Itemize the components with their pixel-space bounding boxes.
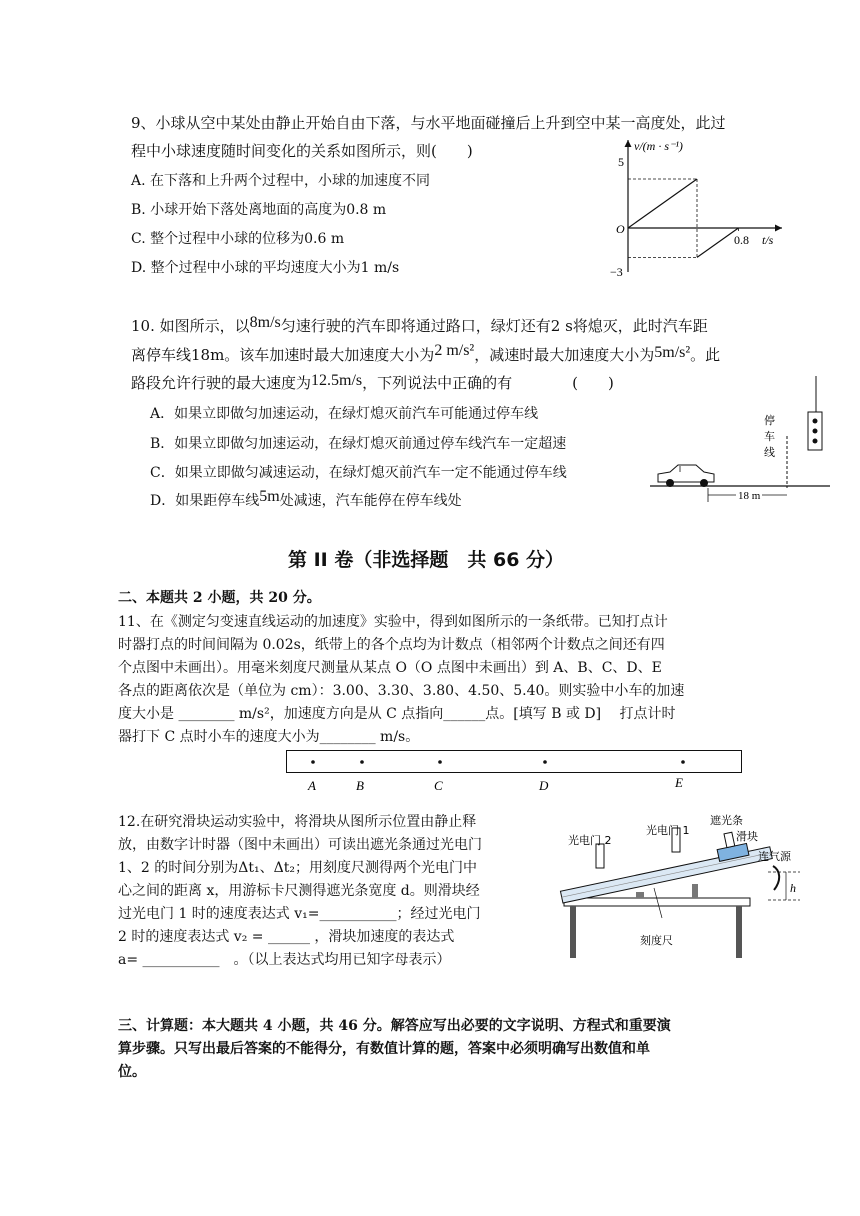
section-2-heading: 二、本题共 2 小题，共 20 分。 [118, 590, 321, 606]
paper-tape-figure [286, 750, 746, 798]
photogate-2-icon [596, 844, 604, 868]
q10-line-1 [131, 314, 708, 336]
car-icon [658, 465, 714, 487]
v-bottom-label: −3 [610, 265, 623, 279]
q12-line-2: 放，由数字计时器（图中未画出）可读出遮光条通过光电门 [118, 837, 482, 853]
q10-option-c: C．如果立即做匀减速运动，在绿灯熄灭前汽车一定不能通过停车线 [150, 465, 567, 481]
v-axis-label: v/(m · s⁻¹) [634, 139, 683, 153]
velocity-time-graph [600, 130, 800, 280]
tape-label-a: A [308, 778, 316, 793]
q11-line-6: 器打下 C 点时小车的速度大小为________ m/s。 [118, 729, 420, 745]
q12-line-1: 12.在研究滑块运动实验中，将滑块从图所示位置由静止释 [118, 814, 477, 830]
tape-label-c: C [434, 778, 443, 793]
q12-line-5: 过光电门 1 时的速度表达式 v₁=___________；经过光电门 [118, 906, 481, 922]
tape-label-d: D [539, 778, 549, 793]
velocity-segment-1 [628, 179, 697, 228]
q10-option-d [150, 488, 462, 510]
tape-label-b: B [356, 778, 364, 793]
support-left [636, 892, 644, 898]
q10-option-d-b: 处减速，汽车能停在停车线处 [279, 493, 462, 509]
tape-dot-c [438, 760, 442, 764]
q10-line-1-b: 匀速行驶的汽车即将通过路口，绿灯还有2 s将熄灭，此时汽车距 [280, 317, 708, 335]
section-3-line-1: 三、计算题：本大题共 4 小题，共 46 分。解答应写出必要的文字说明、方程式和重要演 [118, 1018, 671, 1034]
q9-option-c: C. 整个过程中小球的位移为0.6 m [131, 231, 345, 247]
velocity-segment-2 [697, 228, 738, 257]
q10-accel-max: 2 m/s² [434, 342, 475, 359]
q10-line-3-b: ，下列说法中正确的有 ( ) [362, 374, 614, 392]
q10-line-2 [131, 342, 721, 365]
q9-stem-line-2: 程中小球速度随时间变化的关系如图所示，则( ) [131, 142, 473, 160]
q10-option-d-dist: 5m [259, 488, 280, 505]
h-label: h [790, 881, 796, 895]
table-leg-left [570, 906, 576, 958]
v-top-label: 5 [618, 155, 624, 169]
q11-line-4: 各点的距离依次是（单位为 cm）：3.00、3.30、3.80、4.50、5.40。则实验中小车的加速 [118, 683, 685, 699]
q12-line-6: 2 时的速度表达式 v₂ = ______ ，滑块加速度的表达式 [118, 929, 455, 945]
q10-option-b: B．如果立即做匀加速运动，在绿灯熄灭前通过停车线汽车一定超速 [150, 436, 567, 452]
stop-line-label-1: 停 [764, 414, 775, 427]
q10-line-2-a: 离停车线18m。该车加速时最大加速度大小为 [131, 346, 435, 364]
section-3-line-3: 位。 [118, 1064, 146, 1080]
q9-option-d: D. 整个过程中小球的平均速度大小为1 m/s [131, 260, 400, 276]
q9-stem-line-1: 9、小球从空中某处由静止开始自由下落，与水平地面碰撞后上升到空中某一高度处，此过 [131, 114, 726, 132]
tape-dot-b [360, 760, 364, 764]
support-right [692, 884, 698, 898]
origin-label: O [616, 222, 625, 236]
q10-line-3-a: 路段允许行驶的最大速度为 [131, 374, 312, 392]
q12-line-3: 1、2 的时间分别为Δt₁、Δt₂；用刻度尺测得两个光电门中 [118, 860, 477, 876]
q11-line-3: 个点图中未画出）。用毫米刻度尺测量从某点 O（O 点图中未画出）到 A、B、C、D、E [118, 660, 662, 676]
traffic-figure [650, 376, 835, 504]
tape-dot-a [311, 760, 315, 764]
q10-line-1-a: 10. 如图所示，以 [131, 317, 250, 335]
q10-option-d-a: D．如果距停车线 [150, 493, 260, 509]
air-source-label: 连气源 [758, 850, 791, 863]
q10-line-2-c: 。此 [690, 346, 721, 364]
t-axis-label: t/s [762, 233, 774, 247]
q10-speed-limit: 12.5m/s [311, 372, 363, 389]
table-leg-right [736, 906, 742, 958]
q9-option-b: B. 小球开始下落处离地面的高度为0.8 m [131, 202, 387, 218]
stop-line-label-2: 车 [764, 430, 775, 443]
q12-line-4: 心之间的距离 x，用游标卡尺测得遮光条宽度 d。则滑块经 [118, 883, 480, 899]
q11-line-1: 11、在《测定匀变速直线运动的加速度》实验中，得到如图所示的一条纸带。已知打点计 [118, 614, 668, 630]
gate-1-label: 光电门 1 [646, 824, 690, 837]
shading-strip-label: 遮光条 [710, 814, 743, 827]
q10-option-a: A．如果立即做匀加速运动，在绿灯熄灭前汽车可能通过停车线 [150, 406, 539, 422]
slider-label: 滑块 [736, 830, 758, 843]
gate-2-label: 光电门 2 [568, 834, 612, 847]
air-track-figure [560, 808, 808, 960]
distance-label: 18 m [738, 490, 761, 502]
shading-strip-icon [724, 832, 735, 847]
q12-line-7: a= ___________ 。（以上表达式均用已知字母表示） [118, 952, 451, 968]
air-hose [773, 866, 779, 890]
q11-line-5: 度大小是 ________ m/s²，加速度方向是从 C 点指向______点。[填写 B 或 D] 打点计时 [118, 706, 676, 722]
section-3-line-2: 算步骤。只写出最后答案的不能得分，有数值计算的题，答案中必须明确写出数值和单 [118, 1041, 650, 1057]
tape-label-e: E [675, 775, 683, 790]
t-tick-label: 0.8 [734, 233, 749, 247]
q10-line-3 [131, 374, 614, 393]
q11-line-2: 时器打点的时间间隔为 0.02s，纸带上的各个点均为计数点（相邻两个计数点之间还有四 [118, 637, 665, 653]
paper-tape [287, 751, 742, 773]
section-2-title: 第 II 卷（非选择题 共 66 分） [288, 549, 565, 571]
stop-line-label-3: 线 [764, 446, 775, 459]
q10-decel-max: 5m/s² [654, 344, 691, 361]
q10-line-2-b: ，减速时最大加速度大小为 [474, 346, 655, 364]
tape-dot-d [543, 760, 547, 764]
q9-option-a: A. 在下落和上升两个过程中，小球的加速度不同 [131, 173, 431, 189]
ruler-label: 刻度尺 [640, 934, 673, 947]
q10-speed: 8m/s [249, 314, 281, 331]
tape-dot-e [681, 760, 685, 764]
